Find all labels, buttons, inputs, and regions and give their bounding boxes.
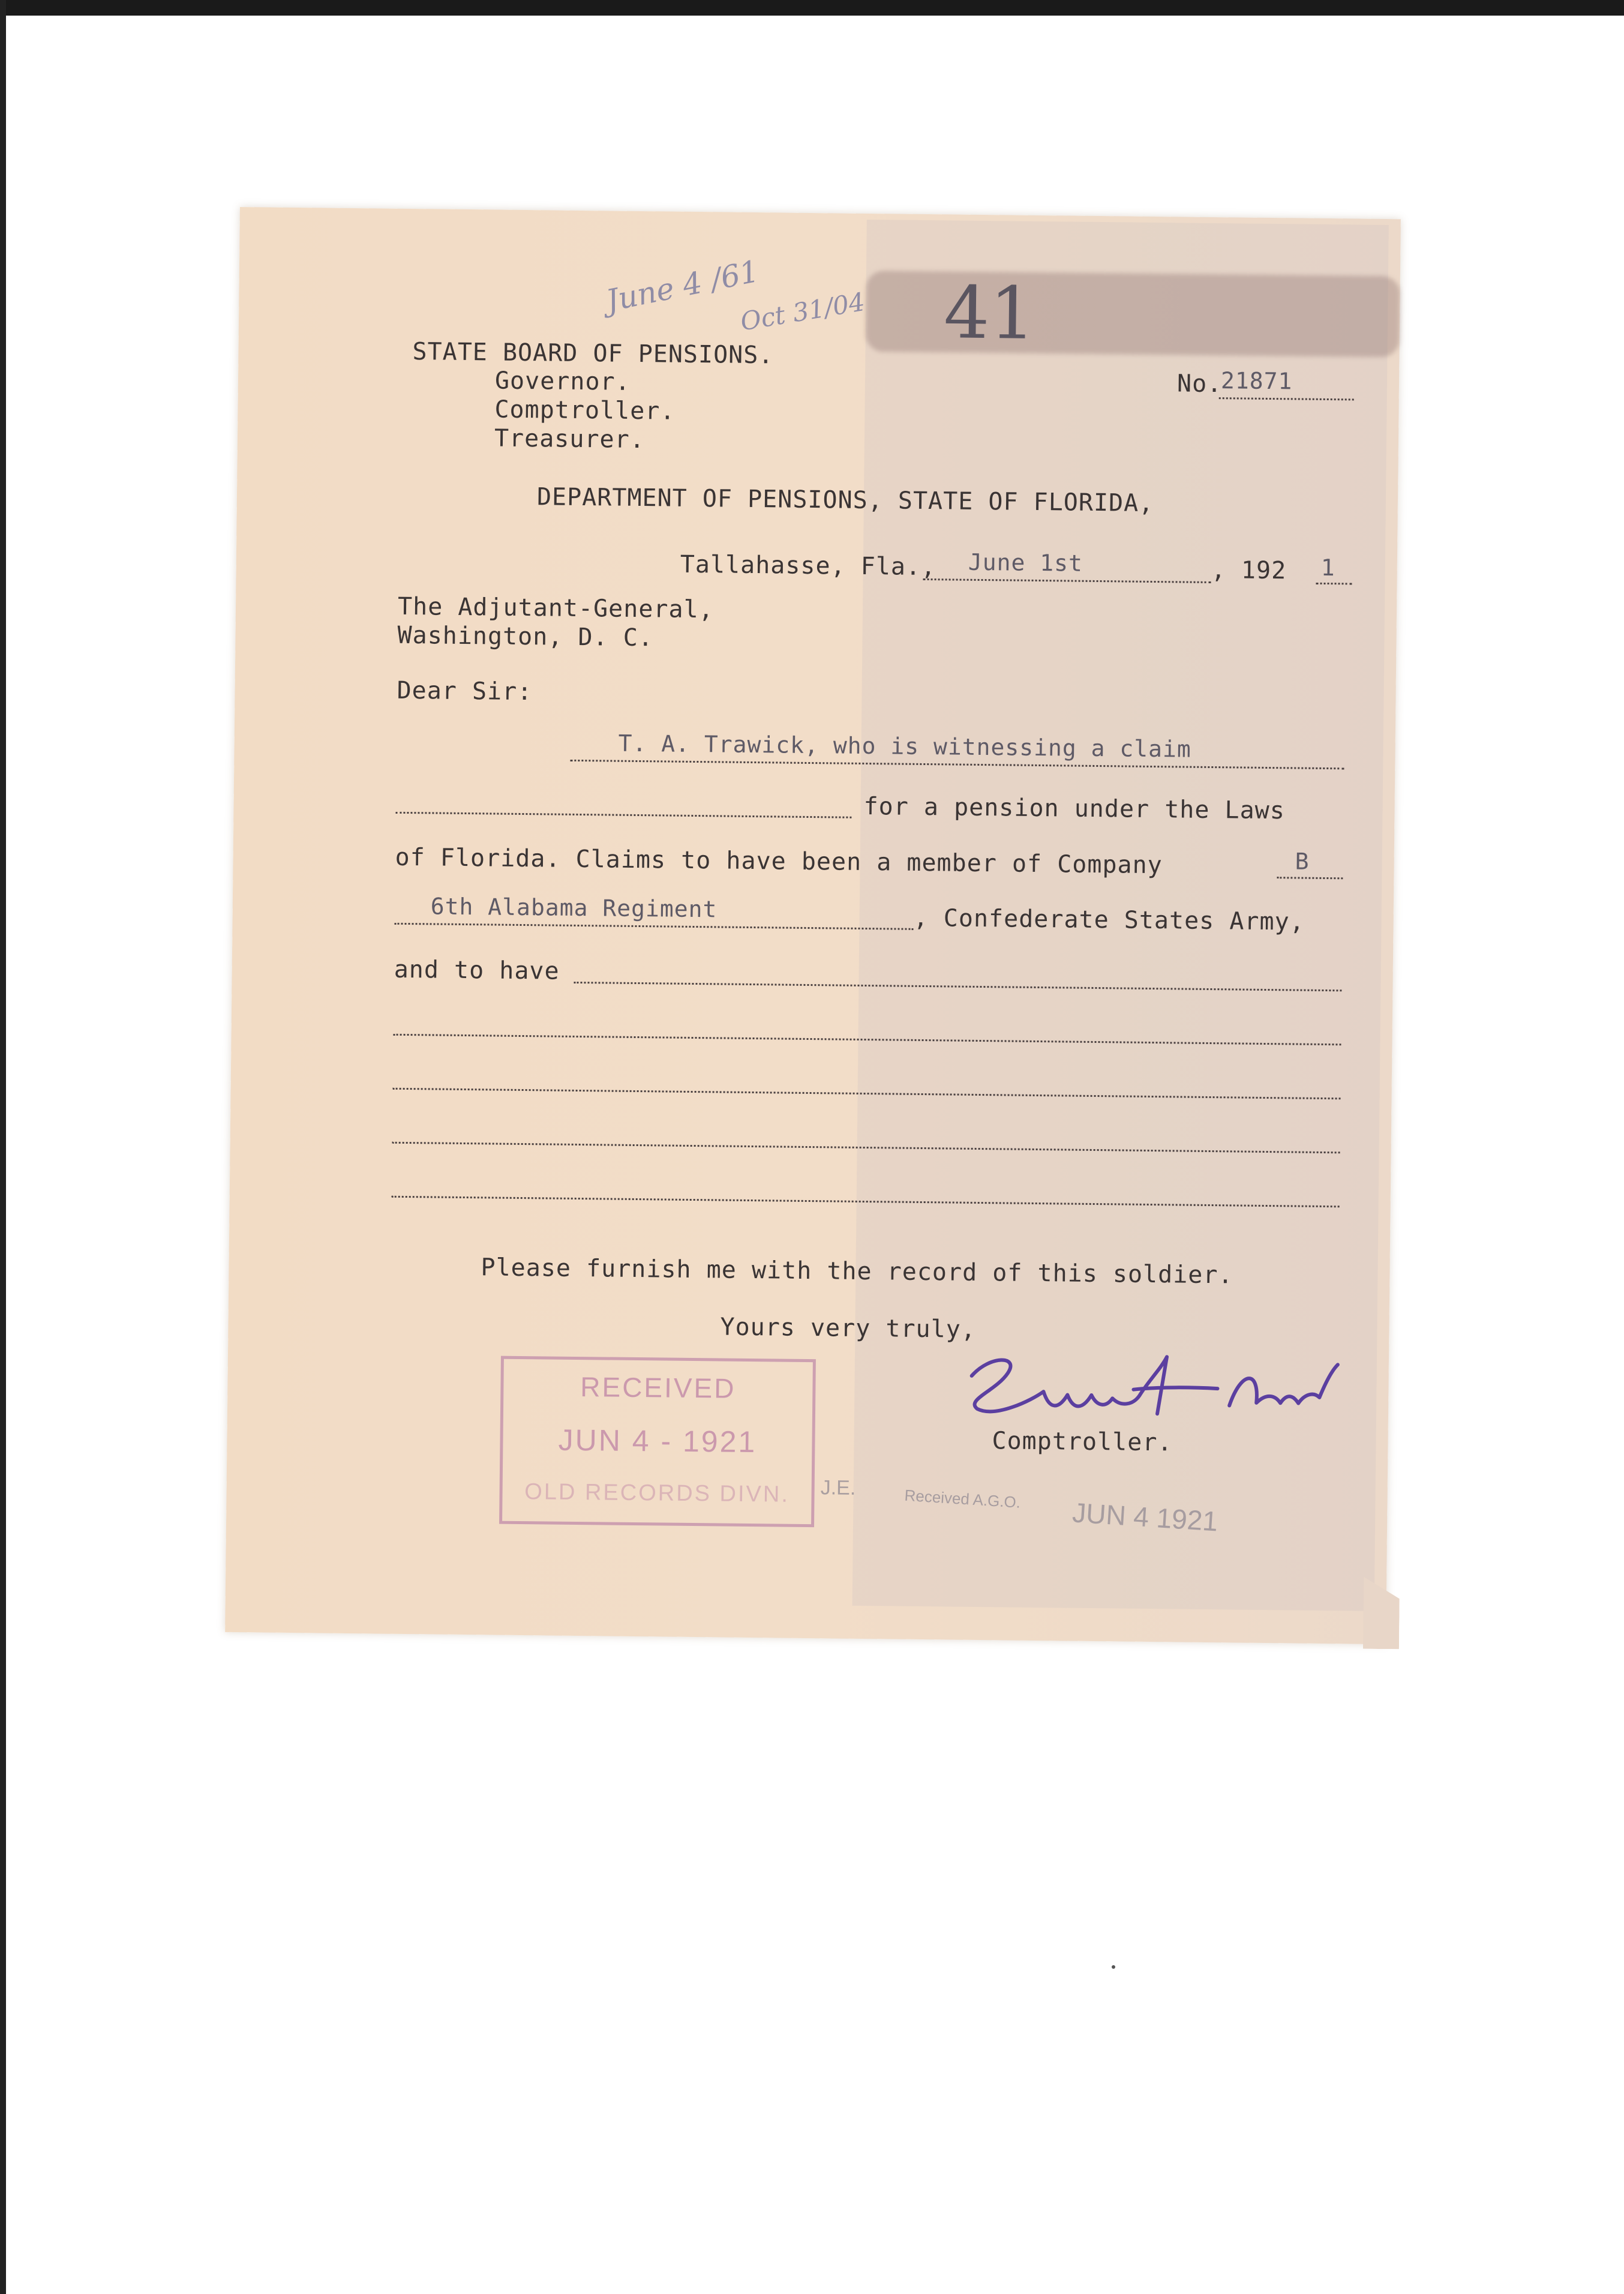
addressee-line: The Adjutant-General, (397, 592, 714, 624)
pencil-annotation: Oct 31/04 (738, 287, 867, 337)
dateline-year-prefix: , 192 (1211, 556, 1287, 585)
dateline-date: June 1st (968, 548, 1083, 577)
dateline-place: Tallahasse, Fla., (680, 550, 936, 581)
body-line: and to have (394, 955, 560, 985)
stamp-date: JUN 4 - 1921 (558, 1423, 757, 1459)
stamp-line: OLD RECORDS DIVN. (524, 1479, 790, 1507)
torn-corner (1363, 1577, 1400, 1650)
number-label: No. (1176, 370, 1223, 398)
scan-border-top (0, 0, 1624, 16)
body-line: , Confederate States Army, (913, 904, 1305, 936)
received-stamp (499, 1356, 816, 1527)
record-request: Please furnish me with the record of this soldier. (481, 1254, 1233, 1290)
signature (953, 1343, 1350, 1431)
salutation: Dear Sir: (397, 676, 533, 706)
company-fill: B (1295, 848, 1310, 875)
closing: Yours very truly, (720, 1313, 977, 1344)
body-line: of Florida. Claims to have been a member of Company (395, 843, 1163, 880)
regiment-fill: 6th Alabama Regiment (430, 893, 718, 923)
file-mark: 41 (943, 271, 1036, 356)
department-heading: DEPARTMENT OF PENSIONS, STATE OF FLORIDA, (536, 483, 1154, 517)
claimant-fill: T. A. Trawick, who is witnessing a claim (618, 730, 1191, 763)
pencil-annotation: June 4 /61 (603, 253, 762, 319)
body-line: for a pension under the Laws (863, 792, 1286, 825)
fill-line (394, 923, 913, 930)
board-member: Governor. (494, 367, 631, 396)
fill-line (395, 812, 851, 818)
board-title: STATE BOARD OF PENSIONS. (412, 338, 774, 370)
ag-stamp-date: JUN 4 1921 (1071, 1497, 1219, 1537)
fill-line (1316, 583, 1352, 585)
stamp-initials: J.E. (820, 1476, 856, 1500)
board-member: Comptroller. (494, 395, 676, 425)
scan-border-left (0, 0, 6, 2294)
stamp-line: RECEIVED (580, 1371, 736, 1404)
number-value: 21871 (1220, 367, 1293, 395)
pension-letter-sheet (225, 207, 1401, 1644)
dateline-year-digit: 1 (1320, 554, 1335, 581)
ag-stamp-prefix: Received A.G.O. (903, 1486, 1021, 1512)
board-member: Treasurer. (494, 424, 646, 454)
signature-title: Comptroller. (992, 1427, 1173, 1457)
scan-speck (1112, 1965, 1115, 1969)
addressee-line: Washington, D. C. (397, 621, 654, 652)
